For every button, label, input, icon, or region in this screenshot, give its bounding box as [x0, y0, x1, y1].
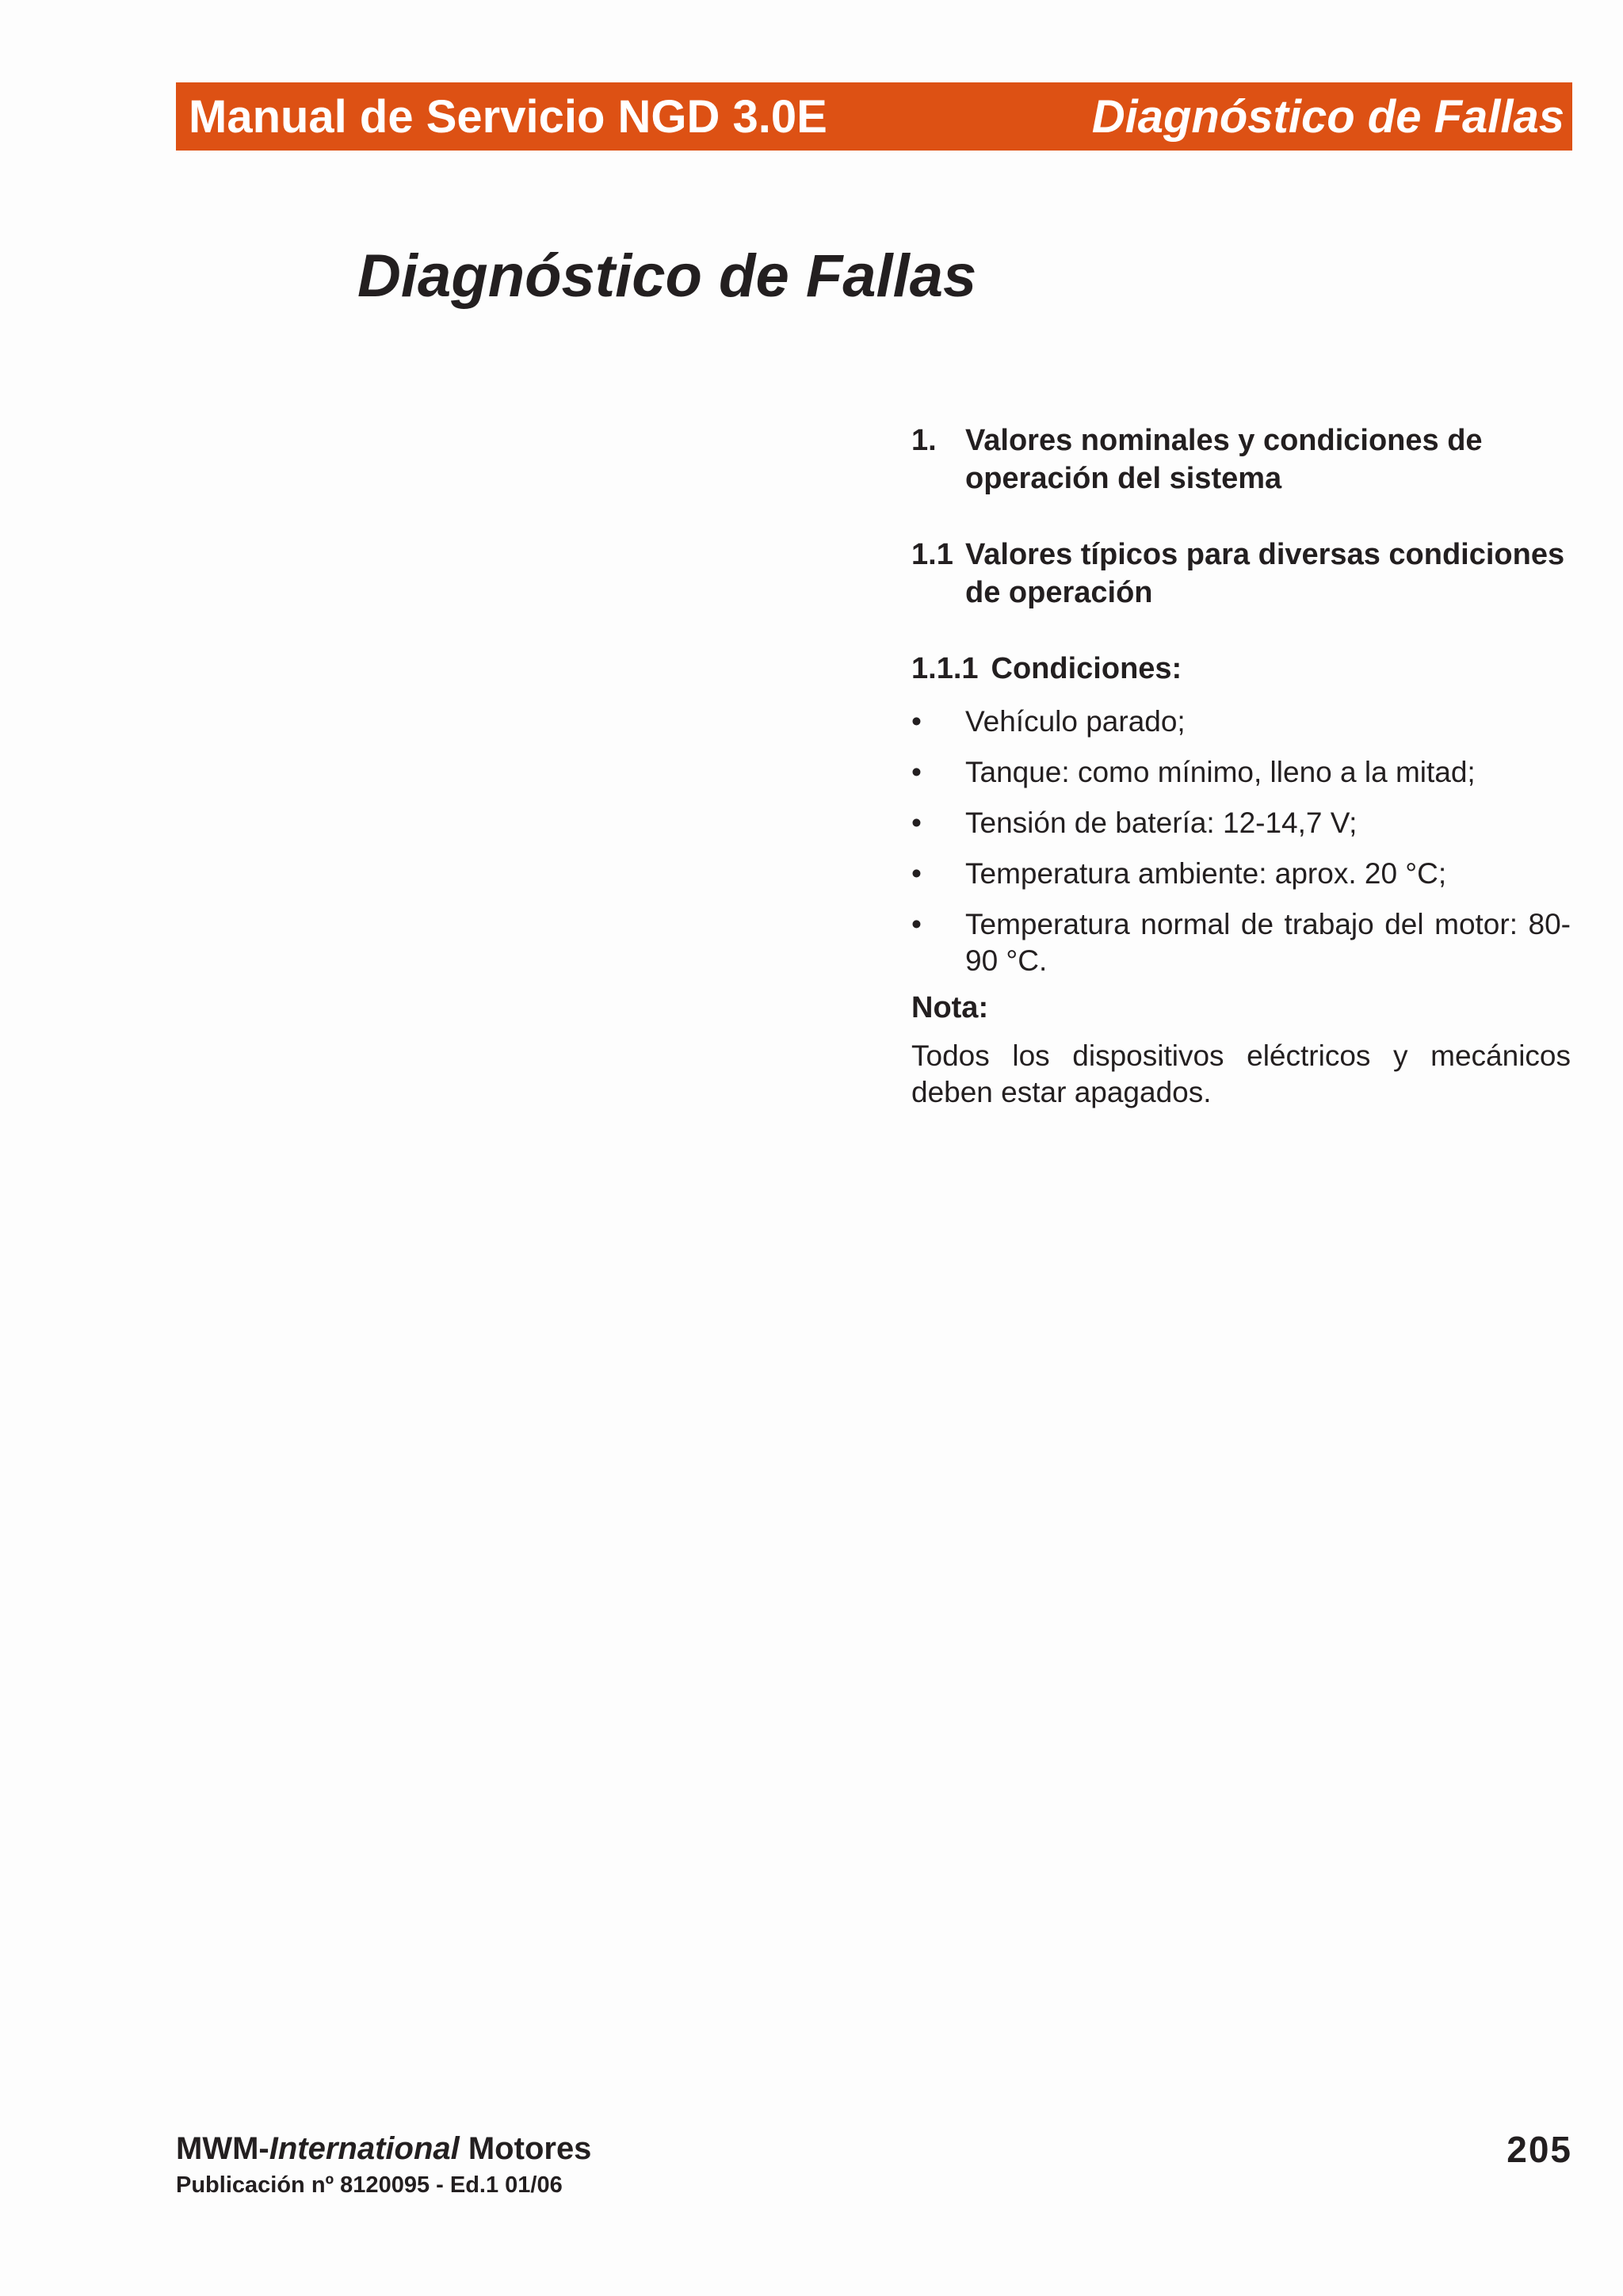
footer-publication: Publicación nº 8120095 - Ed.1 01/06 — [176, 2172, 563, 2198]
section-number: 1. — [911, 424, 937, 457]
bullet-icon: • — [911, 756, 922, 788]
section-heading-1 — [911, 421, 1571, 498]
brand-prefix: MWM- — [176, 2131, 269, 2166]
brand-suffix: Motores — [459, 2131, 592, 2166]
section-title: Diagnóstico de Fallas — [1091, 90, 1564, 143]
section-heading-1-1-1 — [911, 650, 1571, 688]
list-item-text: Vehículo parado; — [965, 705, 1186, 738]
note-text: Todos los dispositivos eléctricos y mecánicos deben estar apagados. — [911, 1039, 1571, 1108]
bullet-icon: • — [911, 807, 922, 839]
section-text: Valores típicos para diversas condiciones de operación — [965, 538, 1565, 609]
manual-title: Manual de Servicio NGD 3.0E — [189, 90, 827, 143]
list-item — [911, 704, 1571, 740]
list-item-text: Tensión de batería: 12-14,7 V; — [965, 807, 1358, 839]
page-title: Diagnóstico de Fallas — [357, 242, 977, 310]
list-item — [911, 906, 1571, 979]
list-item — [911, 754, 1571, 791]
bullet-icon: • — [911, 908, 922, 940]
section-number: 1.1 — [911, 538, 953, 571]
content-column — [911, 421, 1571, 1111]
section-text: Condiciones: — [991, 652, 1182, 685]
bullet-icon: • — [911, 705, 922, 738]
header-bar — [176, 82, 1572, 151]
note-label: Nota: — [911, 991, 989, 1024]
list-item-text: Temperatura normal de trabajo del motor: 80-90 °C. — [965, 908, 1571, 977]
bullet-icon: • — [911, 857, 922, 890]
section-text: Valores nominales y condiciones de operación del sistema — [965, 424, 1483, 495]
list-item-text: Temperatura ambiente: aprox. 20 °C; — [965, 857, 1447, 890]
brand-italic: International — [269, 2131, 460, 2166]
conditions-list — [911, 704, 1571, 979]
list-item — [911, 805, 1571, 841]
page-number: 205 — [1507, 2129, 1572, 2170]
section-number: 1.1.1 — [911, 652, 979, 685]
list-item — [911, 856, 1571, 892]
footer-brand — [176, 2131, 591, 2167]
list-item-text: Tanque: como mínimo, lleno a la mitad; — [965, 756, 1476, 788]
section-heading-1-1 — [911, 536, 1571, 612]
